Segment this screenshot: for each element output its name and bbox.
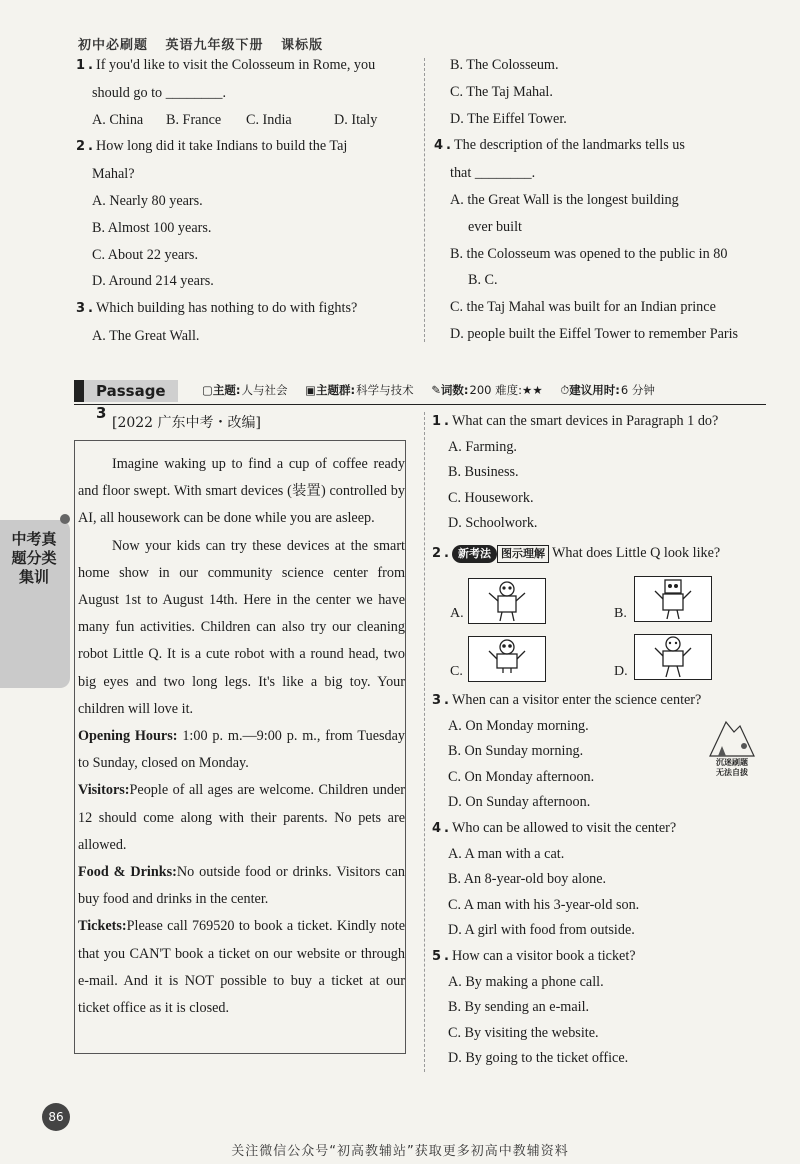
option[interactable]: D. On Sunday afternoon. [448, 794, 591, 811]
top-right-questions [434, 52, 768, 348]
robot-picture-b[interactable] [634, 576, 712, 622]
option[interactable]: B. Almost 100 years. [92, 219, 212, 236]
question-2: 2 . 新考法 图示理解 What does Little Q look like? [432, 544, 721, 561]
option-continuation: ever built [468, 218, 522, 235]
question-text: that ________. [450, 165, 536, 182]
doodle-stamp: 沉迷刷题 无法自拔 [706, 716, 758, 788]
article-box [74, 440, 406, 1054]
question-text: should go to ________. [92, 84, 226, 101]
clock-icon: ⏱ [560, 383, 570, 397]
book-edition: 课标版 [281, 38, 324, 53]
options-row [76, 107, 410, 134]
picture-option-label[interactable]: B. [614, 606, 627, 621]
page-number: 86 [42, 1103, 70, 1131]
option[interactable]: B. Business. [448, 464, 519, 480]
passage-label: Passage 3 [74, 380, 178, 402]
option[interactable]: B. the Colosseum was opened to the public in 80 [450, 245, 728, 262]
option[interactable]: C. A man with his 3-year-old son. [448, 896, 640, 913]
side-tab-label: 中考真题分类集训 [11, 530, 57, 586]
book-subject: 英语九年级下册 [165, 38, 264, 53]
option[interactable]: D. Schoolwork. [448, 515, 538, 531]
article-paragraph-2: Now your kids can try these devices at the smart home show in our community science center from August 1st to August 14th. Here in the center we have many fun activities. Children can also try our cleaning robot Little Q. It is a cute robot with a round head, two big eyes and two long legs. It's like a big toy. Your children will love it. [78, 537, 405, 717]
picture-option-label[interactable]: D. [614, 664, 628, 679]
robot-a-icon [469, 579, 545, 623]
option[interactable]: A. The Great Wall. [92, 327, 200, 344]
option[interactable]: C. On Monday afternoon. [448, 768, 595, 785]
option[interactable]: D. By going to the ticket office. [448, 1050, 629, 1067]
article-paragraph-1: Imagine waking up to find a cup of coffee ready and floor swept. With smart devices (装置) controlled by AI, all housework can be done while you are asleep. [78, 456, 405, 527]
option[interactable]: B. An 8-year-old boy alone. [448, 871, 607, 888]
option[interactable]: C. The Taj Mahal. [450, 83, 553, 100]
footer-note: 关注微信公众号“初高教辅站”获取更多初高中教辅资料 [231, 1144, 569, 1159]
picture-option-label[interactable]: A. [450, 606, 464, 621]
diagram-badge: 图示理解 [497, 545, 549, 563]
doodle-mountain-icon [706, 716, 758, 758]
question-4-prev: 4 . The description of the landmarks tells us [434, 137, 685, 154]
book-title: 初中必刷题 [78, 38, 149, 53]
theme-icon: ▢ [202, 383, 213, 397]
option[interactable]: C. the Taj Mahal was built for an Indian prince [450, 299, 716, 316]
option[interactable]: D. people built the Eiffel Tower to remember Paris [450, 325, 739, 342]
option[interactable]: A. Farming. [448, 438, 517, 455]
question-1: 1 . What can the smart devices in Paragraph 1 do? [432, 413, 719, 429]
robot-picture-c[interactable] [468, 636, 546, 682]
option[interactable]: A. On Monday morning. [448, 717, 589, 734]
opening-hours: Opening Hours: 1:00 p. m.—9:00 p. m., from Tuesday to Sunday, closed on Monday. [78, 728, 405, 772]
passage-source: [2022 广东中考・改编] [112, 415, 262, 431]
question-3-prev: 3 . Which building has nothing to do with fights? [76, 300, 358, 317]
option[interactable]: D. A girl with food from outside. [448, 922, 635, 939]
robot-d-icon [635, 635, 711, 679]
question-4: 4 . Who can be allowed to visit the center? [432, 819, 677, 836]
side-tab-dot [60, 514, 70, 524]
option[interactable]: C. By visiting the website. [448, 1024, 599, 1041]
book-header [78, 34, 335, 53]
option[interactable]: D. Around 214 years. [92, 273, 214, 290]
option[interactable]: A. China [92, 111, 144, 128]
column-divider [424, 58, 425, 342]
new-method-badge: 新考法 [452, 545, 497, 563]
option[interactable]: A. the Great Wall is the longest building [450, 191, 679, 208]
option[interactable]: B. On Sunday morning. [448, 743, 584, 760]
option[interactable]: D. Italy [334, 111, 378, 128]
pen-icon: ✎ [431, 383, 441, 397]
question-text: Mahal? [92, 166, 135, 183]
option[interactable]: B. The Colosseum. [450, 57, 559, 73]
question-5: 5 . How can a visitor book a ticket? [432, 947, 636, 964]
robot-c-icon [469, 637, 545, 681]
question-3: 3 . When can a visitor enter the science center? [432, 692, 702, 708]
option[interactable]: A. Nearly 80 years. [92, 192, 203, 209]
question-2-prev: 2 . How long did it take Indians to build the Taj [76, 138, 348, 155]
picture-option-label[interactable]: C. [450, 664, 463, 679]
option-continuation: B. C. [468, 272, 498, 289]
column-divider [424, 412, 425, 1072]
passage-meta: ▢主题:人与社会 ▣主题群:科学与技术 ✎词数:200 难度:★★ ⏱建议用时:6 分钟 [202, 383, 655, 397]
option[interactable]: C. Housework. [448, 489, 534, 506]
option[interactable]: B. France [166, 111, 222, 128]
food-drinks-info: Food & Drinks:No outside food or drinks. Visitors can buy food and drinks in the center. [78, 864, 405, 908]
option[interactable]: B. By sending an e-mail. [448, 999, 590, 1016]
top-left-questions [76, 52, 410, 350]
robot-picture-d[interactable] [634, 634, 712, 680]
option[interactable]: C. About 22 years. [92, 246, 199, 263]
tickets-info: Tickets:Please call 769520 to book a ticket. Kindly note that you CAN'T book a ticket on our website or through e-mail. And it is NOT possible to buy a ticket at our ticket office as it is closed. [78, 918, 405, 1017]
option[interactable]: A. By making a phone call. [448, 973, 604, 990]
group-icon: ▣ [305, 383, 317, 397]
question-1-prev: 1 . If you'd like to visit the Colosseum in Rome, you [76, 57, 376, 73]
option[interactable]: D. The Eiffel Tower. [450, 110, 567, 127]
passage-questions [432, 409, 772, 566]
robot-picture-a[interactable] [468, 578, 546, 624]
robot-b-icon [635, 577, 711, 621]
visitors-info: Visitors:People of all ages are welcome. Children under 12 should come along with their parents. No pets are allowed. [78, 782, 405, 853]
option[interactable]: C. India [246, 111, 292, 128]
option[interactable]: A. A man with a cat. [448, 845, 565, 862]
